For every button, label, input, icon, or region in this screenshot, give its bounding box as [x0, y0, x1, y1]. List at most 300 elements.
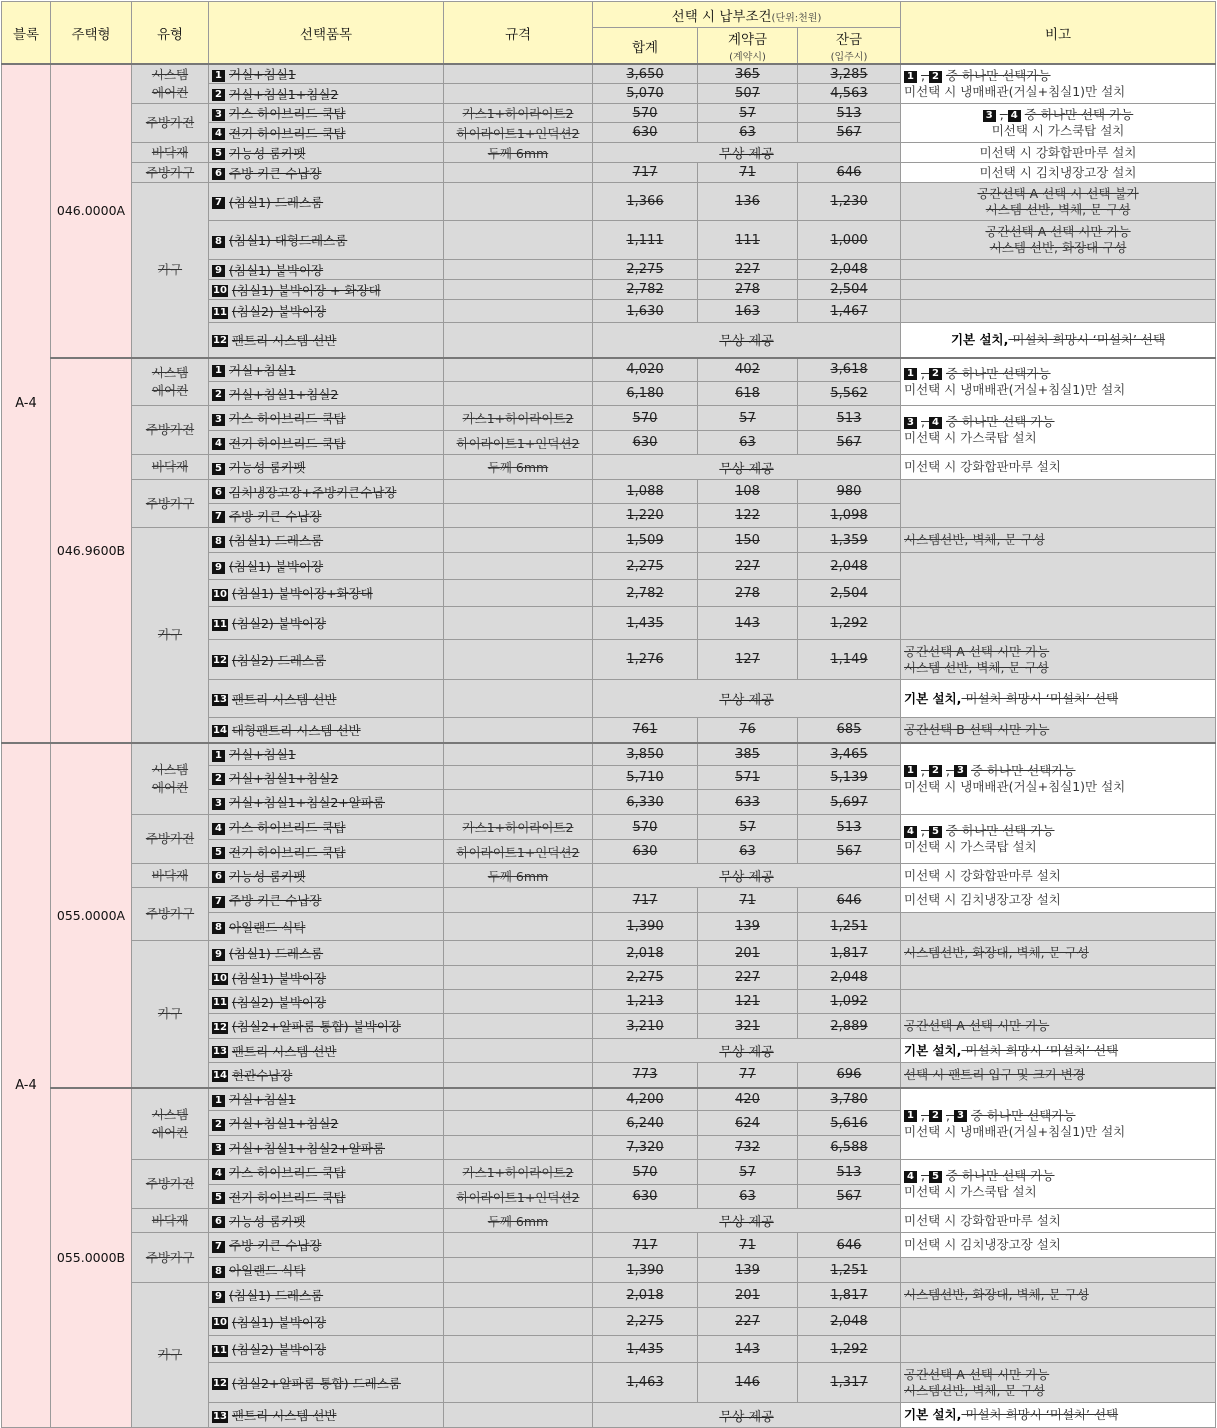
deposit-cell: 227: [698, 1308, 798, 1336]
spec-cell: [444, 323, 593, 358]
remark-text: 시스템선반, 화장대, 벽체, 문 구성: [904, 945, 1089, 960]
remark-line: [904, 1383, 1212, 1399]
spec-cell: 두께 6mm: [444, 864, 593, 888]
spec-cell: [444, 1308, 593, 1336]
item-cell: [209, 123, 444, 143]
category-cell: 주방가구: [132, 480, 209, 528]
unit-type-cell: 055.0000B: [51, 1088, 132, 1428]
remark-text: 미선택 시 가스쿡탑 설치: [904, 839, 1037, 854]
unit-type-cell: 046.0000A: [51, 64, 132, 358]
spec-cell: [444, 280, 593, 300]
item-cell: [209, 553, 444, 580]
balance-cell: 1,467: [798, 300, 901, 323]
free-provision-cell: 무상 제공: [593, 323, 901, 358]
item-number-badge: 9: [212, 1291, 225, 1303]
remark-line: [904, 763, 1212, 779]
remark-cell: [901, 553, 1216, 607]
category-cell: 가구: [132, 1283, 209, 1428]
item-name: 기능성 룸카펫: [229, 145, 306, 161]
remark-cell: [901, 221, 1216, 260]
balance-cell: 1,359: [798, 528, 901, 553]
table-row: [2, 1160, 1216, 1185]
item-name: 팬트리 시스템 선반: [231, 1408, 337, 1423]
spec-cell: 두께 6mm: [444, 455, 593, 480]
balance-cell: 646: [798, 1233, 901, 1258]
header-balance-label: 잔금: [835, 32, 863, 48]
total-cell: 4,200: [593, 1088, 698, 1111]
spec-cell: 하이라이트1+인덕션2: [444, 840, 593, 864]
table-row: [2, 143, 1216, 163]
item-name: 거실+침실1+침실2: [229, 770, 339, 786]
free-provision-cell: 무상 제공: [593, 143, 901, 163]
total-cell: 3,850: [593, 743, 698, 766]
spec-cell: [444, 1014, 593, 1039]
item-name: 아일랜드 식탁: [229, 1263, 306, 1278]
item-name: (침실1) 붙박이장: [231, 1314, 327, 1330]
total-cell: 5,070: [593, 84, 698, 104]
remark-text: 중 하나만 선택가능: [970, 1107, 1076, 1123]
remark-text: 미선택 시 김치냉장고장 설치: [904, 892, 1061, 907]
total-cell: 6,240: [593, 1111, 698, 1136]
deposit-cell: 121: [698, 990, 798, 1014]
item-name: (침실2) 붙박이장: [231, 304, 327, 319]
remark-line: [904, 1168, 1212, 1184]
remark-text: 시스템 선반, 벽체, 문 구성: [985, 201, 1131, 217]
category-cell: 시스템 에어컨: [132, 64, 209, 104]
remark-text: ,: [921, 414, 929, 429]
category-cell: 바닥재: [132, 864, 209, 888]
remark-cell: [901, 64, 1216, 104]
remark-text: 미선택 시 냉매배관(거실+침실1)만 설치: [904, 381, 1126, 397]
remark-line: [904, 224, 1212, 240]
remark-line: [904, 414, 1212, 430]
table-row: [2, 864, 1216, 888]
remark-text: 기본 설치,: [950, 331, 1009, 347]
total-cell: 7,320: [593, 1136, 698, 1160]
header-item: 선택품목: [209, 2, 444, 65]
remark-text: ,: [921, 68, 929, 83]
remark-cell: [901, 1233, 1216, 1258]
item-name: 대형팬트리 시스템 선반: [231, 722, 361, 738]
table-row: [2, 528, 1216, 553]
balance-cell: 5,697: [798, 790, 901, 815]
remark-text: ,: [945, 762, 954, 778]
item-number-badge: 5: [212, 847, 225, 859]
header-spec: 규격: [444, 2, 593, 65]
item-number-badge: 8: [212, 236, 225, 248]
remark-cell: [901, 143, 1216, 163]
remark-number-badge: 1: [904, 1110, 917, 1122]
header-deposit: [698, 28, 798, 65]
item-cell: [209, 1283, 444, 1308]
deposit-cell: 57: [698, 1160, 798, 1185]
remark-number-badge: 3: [904, 417, 917, 429]
item-cell: [209, 913, 444, 941]
remark-line: [904, 84, 1212, 100]
remark-number-badge: 4: [1008, 110, 1021, 122]
balance-cell: 1,317: [798, 1363, 901, 1403]
spec-cell: [444, 1111, 593, 1136]
spec-cell: [444, 553, 593, 580]
spec-cell: [444, 1088, 593, 1111]
balance-cell: 2,048: [798, 1308, 901, 1336]
spec-cell: [444, 163, 593, 183]
total-cell: 1,509: [593, 528, 698, 553]
item-number-badge: 7: [212, 896, 225, 908]
item-name: 전기 하이브리드 쿡탑: [229, 125, 346, 141]
spec-cell: 가스1+하이라이트2: [444, 815, 593, 840]
spec-cell: [444, 743, 593, 766]
category-cell: 주방가구: [132, 163, 209, 183]
spec-cell: [444, 1233, 593, 1258]
item-number-badge: 10: [213, 588, 227, 600]
balance-cell: 513: [798, 406, 901, 431]
remark-text: ,: [921, 823, 929, 838]
item-number-badge: 8: [212, 536, 225, 548]
remark-number-badge: 4: [904, 1171, 917, 1183]
total-cell: 1,366: [593, 183, 698, 221]
remark-line: [904, 1237, 1212, 1253]
spec-cell: [444, 528, 593, 553]
deposit-cell: 227: [698, 553, 798, 580]
balance-cell: 567: [798, 840, 901, 864]
remark-line: [904, 366, 1212, 382]
item-name: 거실+침실1+침실2: [229, 386, 339, 402]
spec-cell: [444, 1063, 593, 1088]
table-row: [2, 888, 1216, 913]
remark-text: 미선택 시 가스쿡탑 설치: [991, 123, 1125, 138]
remark-text: 중 하나만 선택가능: [945, 365, 1051, 381]
header-total: 합계: [593, 28, 698, 65]
category-cell: 주방가전: [132, 1160, 209, 1209]
item-name: 거실+침실1+침실2+알파룸: [229, 795, 386, 810]
balance-cell: 1,251: [798, 1258, 901, 1283]
item-number-badge: 6: [212, 487, 225, 499]
remark-line: [904, 123, 1212, 139]
item-name: (침실2+알파룸 통합) 붙박이장: [231, 1019, 401, 1034]
balance-cell: 1,292: [798, 1336, 901, 1363]
remark-text: 시스템선반, 화장대, 벽체, 문 구성: [904, 1287, 1089, 1302]
item-number-badge: 11: [213, 306, 227, 318]
deposit-cell: 163: [698, 300, 798, 323]
item-cell: [209, 1063, 444, 1088]
item-number-badge: 5: [212, 463, 225, 475]
remark-line: [904, 202, 1212, 218]
total-cell: 717: [593, 888, 698, 913]
item-number-badge: 4: [212, 823, 225, 835]
item-number-badge: 4: [212, 128, 225, 140]
remark-cell: [901, 323, 1216, 358]
deposit-cell: 108: [698, 480, 798, 504]
remark-line: [904, 660, 1212, 676]
balance-cell: 980: [798, 480, 901, 504]
total-cell: 2,782: [593, 280, 698, 300]
item-name: 기능성 룸카펫: [229, 1213, 306, 1229]
header-payment-label: 선택 시 납부조건: [671, 8, 772, 25]
table-body: [2, 64, 1216, 1428]
remark-text: 중 하나만 선택가능: [945, 68, 1051, 83]
table-row: [2, 358, 1216, 382]
table-row: [2, 815, 1216, 840]
remark-text: 미선택 시 강화합판마루 설치: [904, 1212, 1061, 1228]
remark-text: ,: [945, 1107, 954, 1123]
remark-text: 공간선택 A 선택 시만 가능: [904, 1018, 1050, 1033]
balance-cell: 3,780: [798, 1088, 901, 1111]
item-name: 거실+침실1: [229, 67, 296, 82]
category-cell: 주방가구: [132, 1233, 209, 1283]
remark-cell: [901, 1209, 1216, 1233]
item-number-badge: 3: [212, 414, 225, 426]
deposit-cell: 136: [698, 183, 798, 221]
item-cell: [209, 1233, 444, 1258]
remark-line: [904, 382, 1212, 398]
item-number-badge: 8: [212, 922, 225, 934]
spec-cell: [444, 84, 593, 104]
remark-line: [904, 1124, 1212, 1140]
total-cell: 570: [593, 104, 698, 123]
remark-cell: [901, 1039, 1216, 1063]
remark-text: 시스템선반, 벽체, 문 구성: [904, 1382, 1045, 1398]
item-cell: [209, 766, 444, 790]
item-name: 팬트리 시스템 선반: [231, 332, 337, 348]
balance-cell: 1,098: [798, 504, 901, 528]
remark-line: [904, 892, 1212, 908]
deposit-cell: 111: [698, 221, 798, 260]
deposit-cell: 127: [698, 640, 798, 680]
deposit-cell: 77: [698, 1063, 798, 1088]
balance-cell: 567: [798, 431, 901, 455]
deposit-cell: 146: [698, 1363, 798, 1403]
remark-number-badge: 5: [929, 826, 942, 838]
spec-cell: [444, 766, 593, 790]
item-number-badge: 9: [212, 949, 225, 961]
item-number-badge: 5: [212, 1192, 225, 1204]
item-name: (침실1) 붙박이장+화장대: [231, 586, 373, 601]
item-cell: [209, 1185, 444, 1209]
item-name: (침실1) 대형드레스룸: [229, 233, 348, 248]
total-cell: 1,630: [593, 300, 698, 323]
spec-cell: [444, 480, 593, 504]
item-name: 가스 하이브리드 쿡탑: [229, 1165, 346, 1180]
spec-cell: [444, 358, 593, 382]
remark-text: 공간선택 B 선택 시만 가능: [904, 721, 1050, 737]
balance-cell: 4,563: [798, 84, 901, 104]
table-row: [2, 480, 1216, 504]
item-cell: [209, 718, 444, 743]
item-cell: [209, 143, 444, 163]
remark-text: 미선택 시 김치냉장고장 설치: [979, 164, 1137, 180]
remark-number-badge: 1: [904, 71, 917, 83]
item-name: (침실1) 드레스룸: [229, 1288, 324, 1303]
remark-cell: [901, 1088, 1216, 1160]
remark-text: 중 하나만 선택가능: [970, 762, 1076, 778]
block-cell: A-4: [2, 743, 51, 1428]
remark-cell: [901, 1403, 1216, 1428]
total-cell: 717: [593, 1233, 698, 1258]
category-cell: 가구: [132, 941, 209, 1088]
item-number-badge: 1: [212, 70, 225, 82]
header-payment: [593, 2, 901, 28]
category-cell: 주방가전: [132, 406, 209, 455]
remark-line: [904, 1108, 1212, 1124]
remark-cell: [901, 1308, 1216, 1336]
item-cell: [209, 1088, 444, 1111]
remark-text: 미선택 시 냉매배관(거실+침실1)만 설치: [904, 778, 1126, 794]
remark-line: [904, 644, 1212, 660]
item-name: (침실1) 붙박이장: [231, 970, 327, 986]
remark-number-badge: 3: [954, 1110, 967, 1122]
remark-line: [904, 145, 1212, 161]
remark-line: [904, 1043, 1212, 1059]
item-name: (침실1) 붙박이장: [229, 559, 324, 574]
category-cell: 시스템 에어컨: [132, 743, 209, 815]
item-name: 기능성 룸카펫: [229, 868, 306, 884]
balance-cell: 3,618: [798, 358, 901, 382]
item-cell: [209, 382, 444, 406]
total-cell: 1,463: [593, 1363, 698, 1403]
balance-cell: 646: [798, 888, 901, 913]
item-cell: [209, 323, 444, 358]
spec-cell: [444, 183, 593, 221]
total-cell: 1,088: [593, 480, 698, 504]
spec-cell: 하이라이트1+인덕션2: [444, 1185, 593, 1209]
remark-text: 시스템 선반, 벽체, 문 구성: [904, 659, 1049, 675]
remark-text: 미선택 시 강화합판마루 설치: [904, 459, 1061, 474]
deposit-cell: 57: [698, 815, 798, 840]
total-cell: 1,390: [593, 1258, 698, 1283]
remark-cell: [901, 358, 1216, 406]
item-number-badge: 3: [212, 109, 225, 121]
balance-cell: 1,149: [798, 640, 901, 680]
remark-text: 중 하나만 선택 가능: [945, 414, 1055, 429]
item-name: 아일랜드 식탁: [229, 919, 306, 935]
remark-text: 미선택 시 강화합판마루 설치: [904, 867, 1061, 883]
spec-cell: [444, 382, 593, 406]
remark-cell: [901, 718, 1216, 743]
item-name: (침실1) 붙박이장: [229, 262, 324, 278]
item-cell: [209, 990, 444, 1014]
item-name: 거실+침실1: [229, 747, 296, 763]
table-row: [2, 1283, 1216, 1308]
spec-cell: [444, 1258, 593, 1283]
item-cell: [209, 163, 444, 183]
remark-text: 미설치 희망시 ‘미설치’ 선택: [961, 1407, 1119, 1422]
item-name: 거실+침실1: [229, 362, 296, 378]
spec-cell: [444, 640, 593, 680]
deposit-cell: 143: [698, 607, 798, 640]
remark-cell: [901, 480, 1216, 528]
item-number-badge: 6: [212, 871, 225, 883]
remark-cell: [901, 300, 1216, 323]
remark-line: [904, 165, 1212, 181]
spec-cell: [444, 504, 593, 528]
deposit-cell: 201: [698, 1283, 798, 1308]
item-cell: [209, 455, 444, 480]
remark-text: 시스템 선반, 화장대 구성: [989, 240, 1127, 255]
item-name: 가스 하이브리드 쿡탑: [229, 820, 346, 835]
remark-line: [904, 1067, 1212, 1083]
remark-cell: [901, 1063, 1216, 1088]
deposit-cell: 143: [698, 1336, 798, 1363]
deposit-cell: 76: [698, 718, 798, 743]
deposit-cell: 618: [698, 382, 798, 406]
item-cell: [209, 406, 444, 431]
spec-cell: [444, 260, 593, 280]
item-cell: [209, 840, 444, 864]
remark-text: 미선택 시 김치냉장고장 설치: [904, 1237, 1061, 1252]
item-number-badge: 13: [213, 1046, 227, 1057]
unit-type-cell: 046.9600B: [51, 358, 132, 743]
item-name: (침실1) 붙박이장 + 화장대: [231, 282, 381, 298]
deposit-cell: 402: [698, 358, 798, 382]
remark-cell: [901, 680, 1216, 718]
item-name: (침실1) 드레스룸: [229, 194, 324, 210]
deposit-cell: 71: [698, 1233, 798, 1258]
item-name: 거실+침실1+침실2: [229, 1116, 339, 1131]
deposit-cell: 150: [698, 528, 798, 553]
total-cell: 630: [593, 840, 698, 864]
item-number-badge: 9: [212, 265, 225, 277]
remark-line: [904, 332, 1212, 348]
item-name: 주방 키큰 수납장: [229, 508, 322, 524]
deposit-cell: 278: [698, 280, 798, 300]
remark-text: 공간선택 A 선택 시만 가능: [904, 643, 1050, 659]
remark-cell: [901, 888, 1216, 913]
spec-cell: [444, 718, 593, 743]
total-cell: 2,275: [593, 1308, 698, 1336]
remark-number-badge: 4: [904, 826, 917, 838]
total-cell: 2,018: [593, 941, 698, 966]
deposit-cell: 365: [698, 64, 798, 84]
item-name: 주방 키큰 수납장: [229, 165, 322, 181]
remark-number-badge: 5: [929, 1171, 942, 1183]
item-name: 팬트리 시스템 선반: [231, 691, 337, 707]
item-cell: [209, 680, 444, 718]
header-deposit-sub: (계약시): [729, 52, 766, 63]
item-number-badge: 2: [212, 89, 225, 101]
remark-text: 기본 설치,: [904, 1407, 962, 1422]
balance-cell: 1,092: [798, 990, 901, 1014]
header-block: 블록: [2, 2, 51, 65]
item-cell: [209, 221, 444, 260]
remark-cell: [901, 1336, 1216, 1363]
remark-cell: [901, 1160, 1216, 1209]
item-name: (침실2) 붙박이장: [231, 616, 327, 631]
balance-cell: 567: [798, 123, 901, 143]
remark-cell: [901, 815, 1216, 864]
deposit-cell: 139: [698, 913, 798, 941]
total-cell: 717: [593, 163, 698, 183]
item-number-badge: 1: [212, 750, 225, 762]
total-cell: 1,213: [593, 990, 698, 1014]
remark-cell: [901, 455, 1216, 480]
total-cell: 2,018: [593, 1283, 698, 1308]
remark-text: 선택 시 팬트리 입구 및 크기 변경: [904, 1066, 1085, 1082]
table-row: [2, 1088, 1216, 1111]
spec-cell: 가스1+하이라이트2: [444, 104, 593, 123]
deposit-cell: 122: [698, 504, 798, 528]
item-cell: [209, 1136, 444, 1160]
item-number-badge: 4: [212, 1168, 225, 1180]
remark-line: [904, 430, 1212, 446]
item-number-badge: 13: [213, 694, 227, 705]
balance-cell: 5,139: [798, 766, 901, 790]
balance-cell: 1,292: [798, 607, 901, 640]
item-name: 거실+침실1+침실2+알파룸: [229, 1140, 386, 1156]
balance-cell: 1,000: [798, 221, 901, 260]
remark-text: 미선택 시 강화합판마루 설치: [979, 144, 1137, 160]
spec-cell: [444, 64, 593, 84]
